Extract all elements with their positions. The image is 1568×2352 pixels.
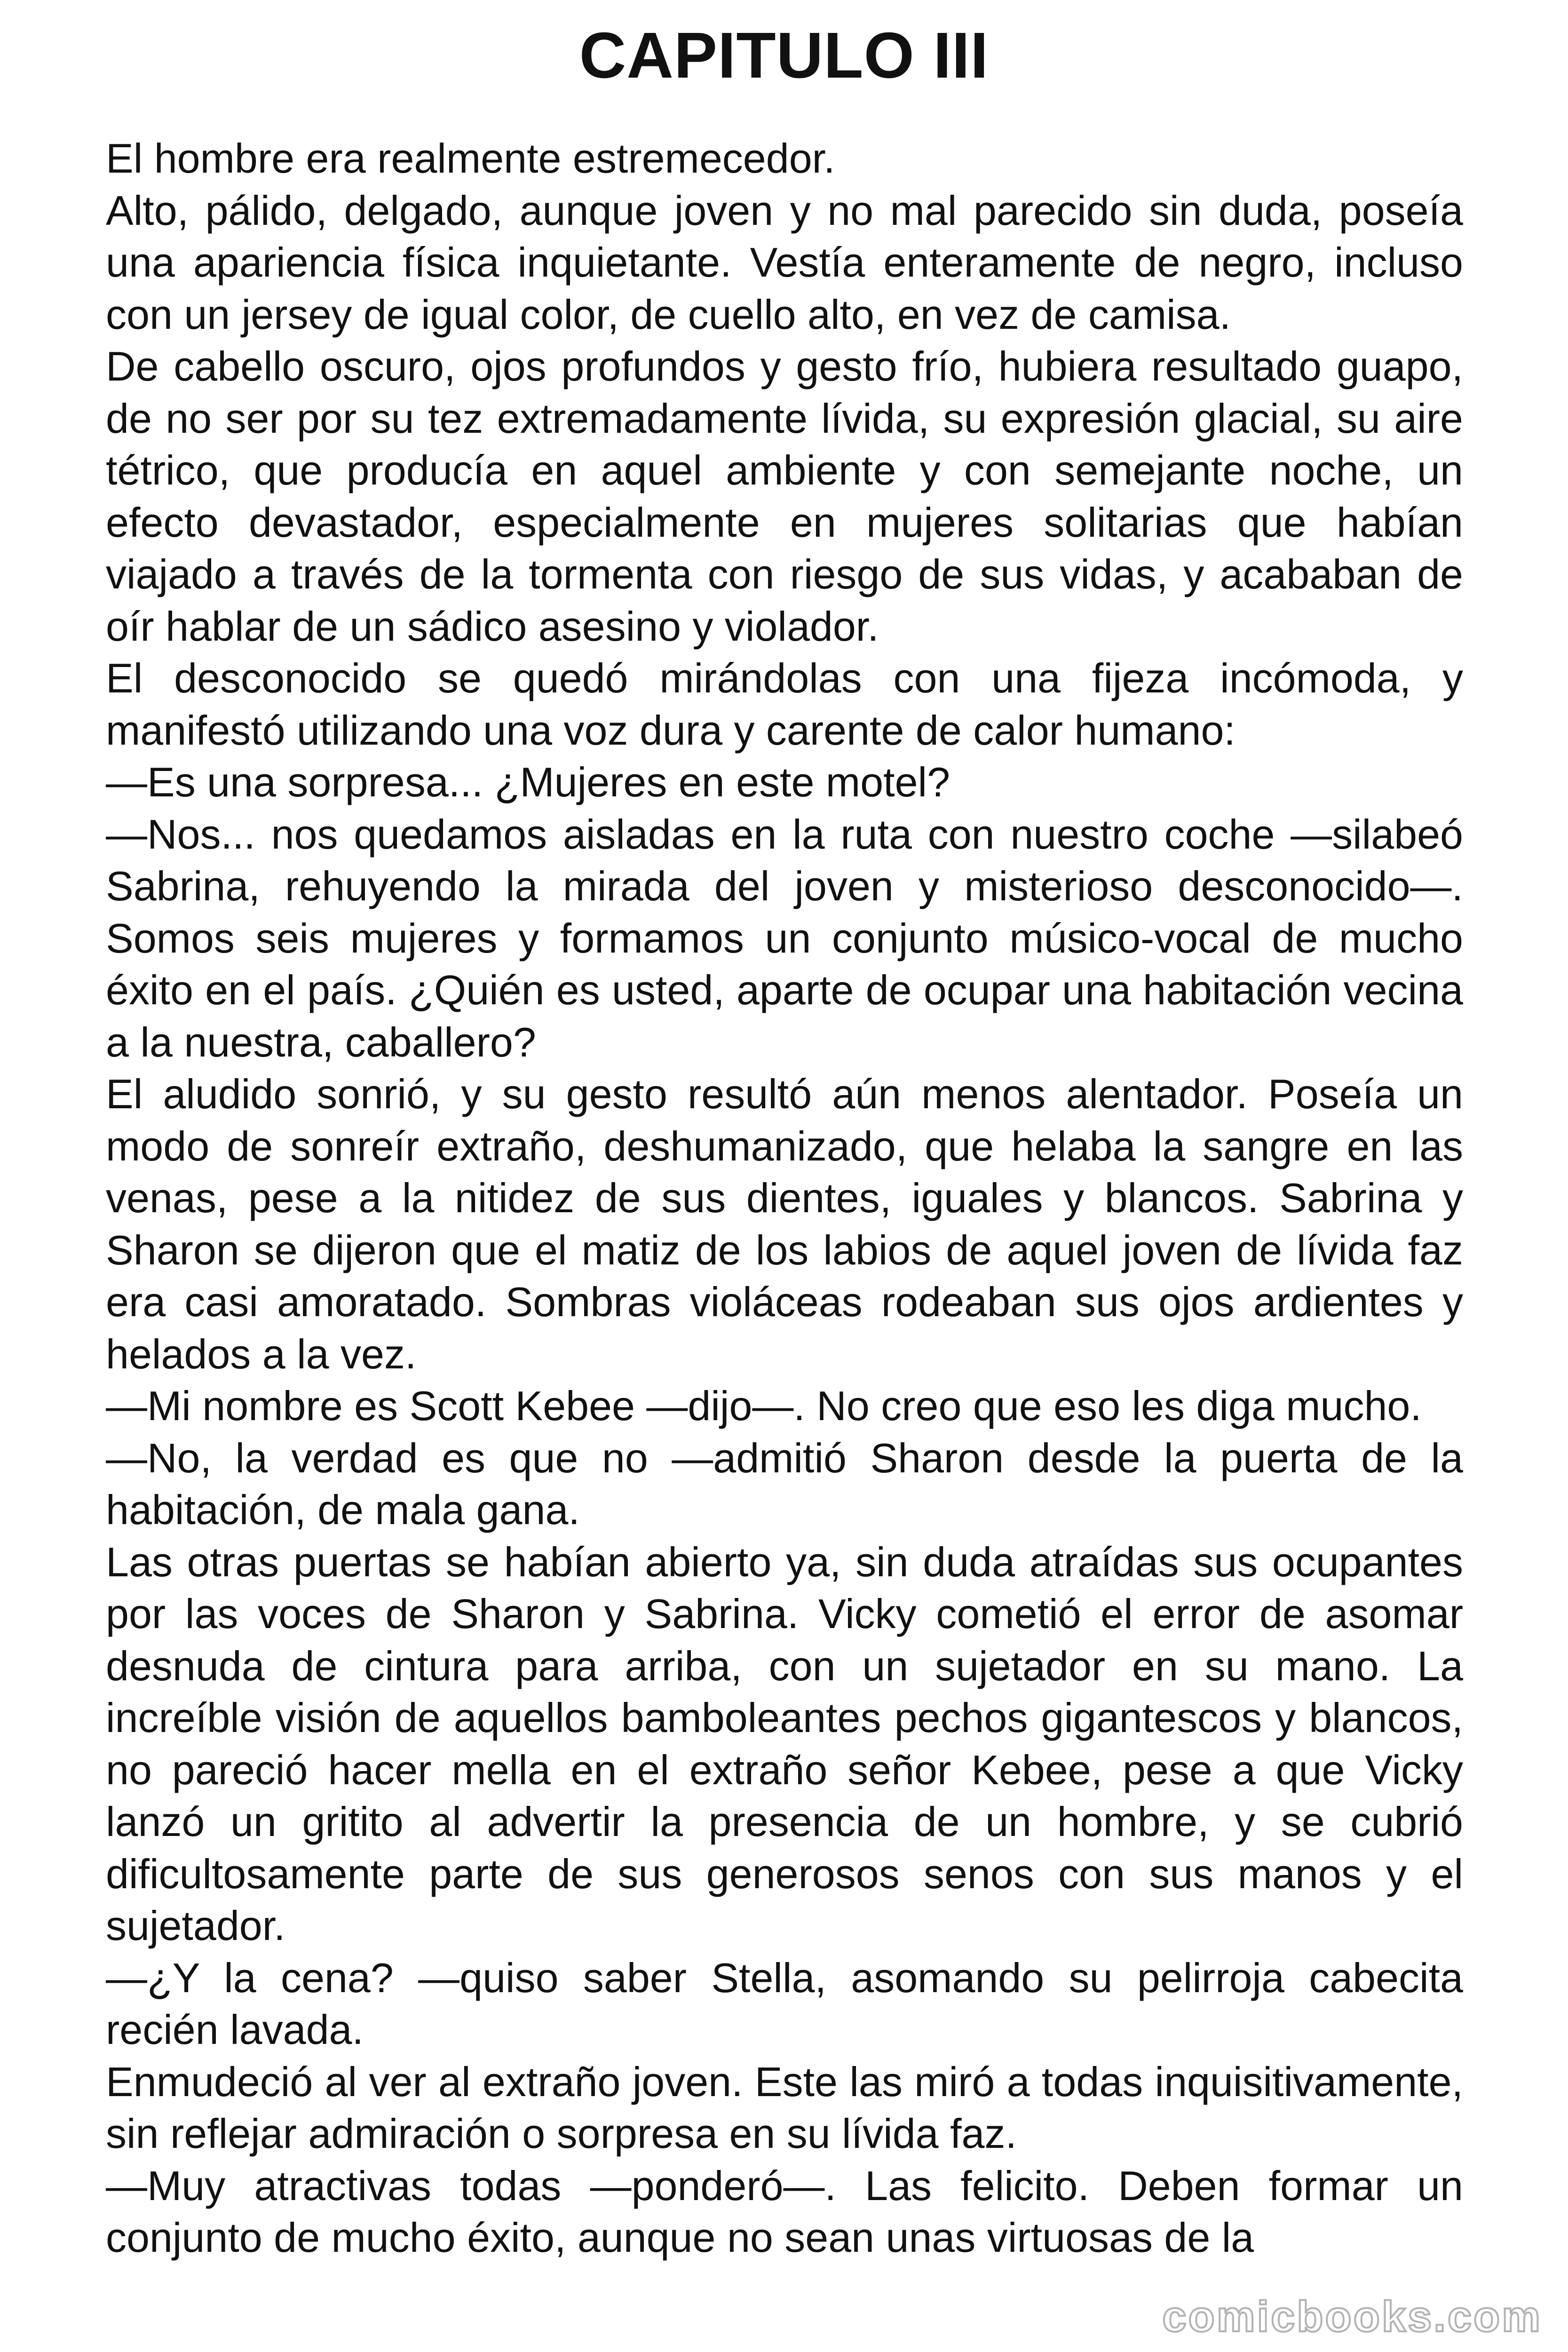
paragraph: De cabello oscuro, ojos profundos y gesto frío, hubiera resultado guapo, de no ser por su tez extremadamente lívida, su expresión glacial, su aire tétrico, que producía en aquel ambiente y con semejante noche, un efecto devastador, especialmente en mujeres solitarias que habían viajado a través de la tormenta con riesgo de sus vidas, y acababan de oír hablar de un sádico asesino y violador.	[106, 343, 1463, 650]
paragraph: El aludido sonrió, y su gesto resultó aún menos alentador. Poseía un modo de sonreír extraño, deshumanizado, que helaba la sangre en las venas, pese a la nitidez de sus dientes, iguales y blancos. Sabrina y Sharon se dijeron que el matiz de los labios de aquel joven de lívida faz era casi amoratado. Sombras violáceas rodeaban sus ojos ardientes y helados a la vez.	[106, 1071, 1463, 1377]
paragraph: —Es una sorpresa... ¿Mujeres en este motel?	[106, 759, 950, 805]
paragraph: El hombre era realmente estremecedor.	[106, 135, 835, 182]
paragraph: El desconocido se quedó mirándolas con una fijeza incómoda, y manifestó utilizando una voz dura y carente de calor humano:	[106, 655, 1463, 754]
chapter-body	[106, 133, 1463, 2264]
paragraph: —Nos... nos quedamos aisladas en la ruta con nuestro coche —silabeó Sabrina, rehuyendo la mirada del joven y misterioso desconocido—. Somos seis mujeres y formamos un conjunto músico-vocal de mucho éxito en el país. ¿Quién es usted, aparte de ocupar una habitación vecina a la nuestra, caballero?	[106, 810, 1463, 1065]
paragraph: —No, la verdad es que no —admitió Sharon desde la puerta de la habitación, de mala gana.	[106, 1434, 1463, 1533]
chapter-title: CAPITULO III	[579, 19, 989, 92]
paragraph: —¿Y la cena? —quiso saber Stella, asomando su pelirroja cabecita recién lavada.	[106, 1954, 1463, 2053]
paragraph: Enmudeció al ver al extraño joven. Este las miró a todas inquisitivamente, sin reflejar admiración o sorpresa en su lívida faz.	[106, 2058, 1463, 2157]
paragraph: —Muy atractivas todas —ponderó—. Las felicito. Deben formar un conjunto de mucho éxito, aunque no sean unas virtuosas de la	[106, 2162, 1463, 2261]
paragraph: —Mi nombre es Scott Kebee —dijo—. No creo que eso les diga mucho.	[106, 1383, 1422, 1429]
watermark: comicbooks.com	[1162, 2293, 1542, 2341]
paragraph: Alto, pálido, delgado, aunque joven y no mal parecido sin duda, poseía una apariencia física inquietante. Vestía enteramente de negro, incluso con un jersey de igual color, de cuello alto, en vez de camisa.	[106, 187, 1463, 338]
paragraph: Las otras puertas se habían abierto ya, sin duda atraídas sus ocupantes por las voces de Sharon y Sabrina. Vicky cometió el error de asomar desnuda de cintura para arriba, con un sujetador en su mano. La increíble visión de aquellos bamboleantes pechos gigantescos y blancos, no pareció hacer mella en el extraño señor Kebee, pese a que Vicky lanzó un gritito al advertir la presencia de un hombre, y se cubrió dificultosamente parte de sus generosos senos con sus manos y el sujetador.	[106, 1538, 1463, 1949]
